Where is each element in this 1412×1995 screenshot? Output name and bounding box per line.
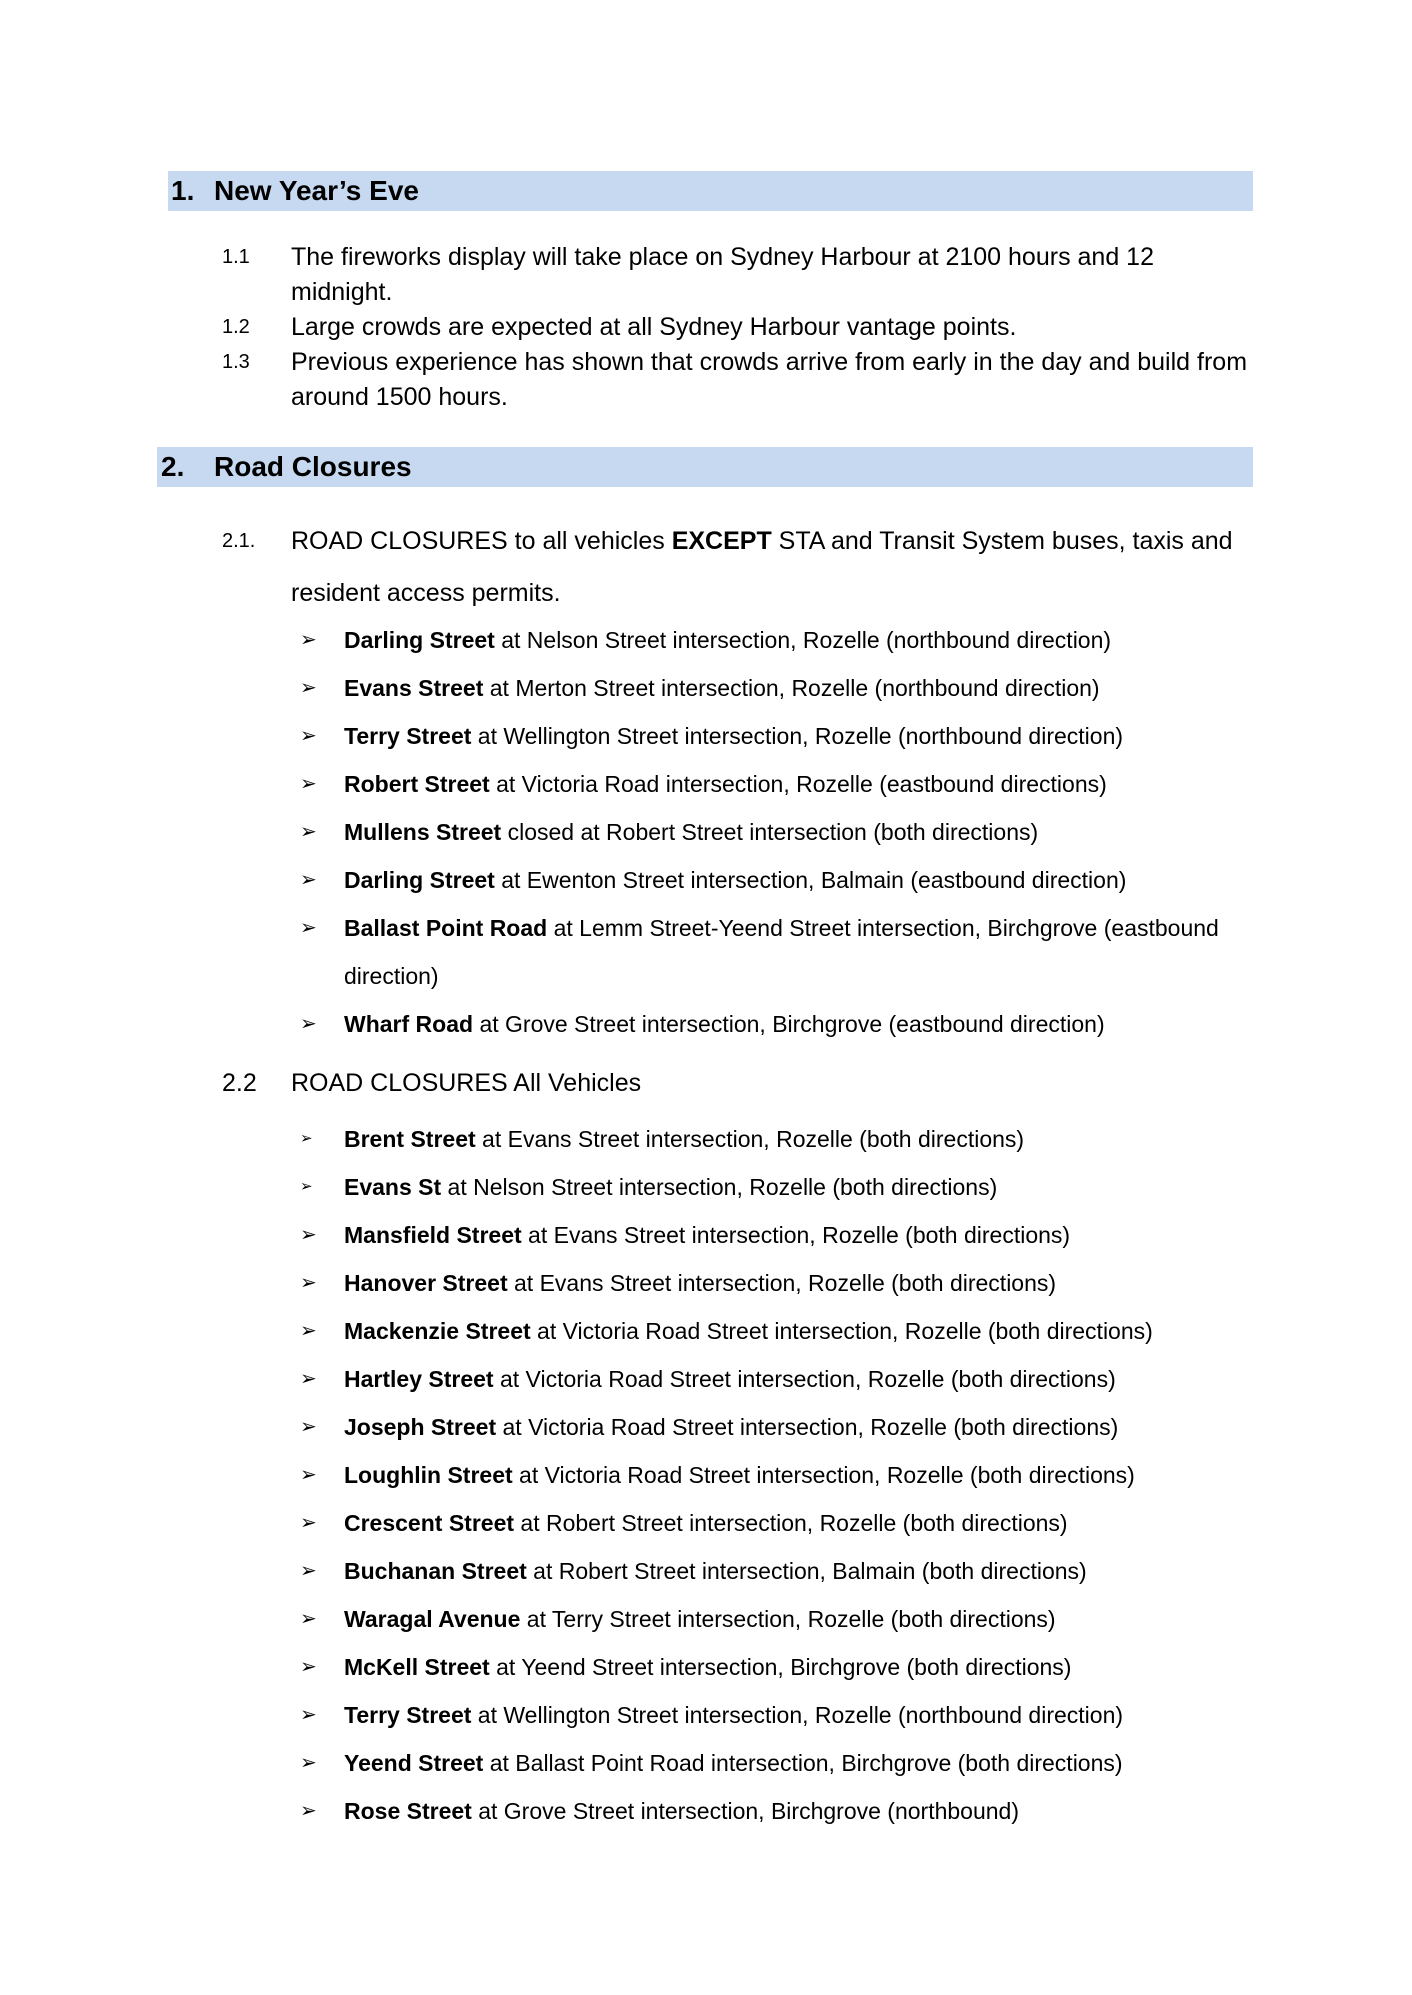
street-name: Terry Street	[344, 723, 472, 749]
closure-list-all-vehicles	[300, 1115, 1260, 1835]
list-item	[300, 856, 1260, 904]
arrowhead-bullet-icon: ➢	[300, 1416, 317, 1438]
list-item	[300, 1211, 1260, 1259]
street-name: Darling Street	[344, 867, 495, 893]
closure-detail: at Yeend Street intersection, Birchgrove (both directions)	[489, 1654, 1072, 1680]
arrowhead-bullet-icon: ➢	[300, 1368, 317, 1390]
section-title: New Year’s Eve	[214, 175, 419, 206]
street-name: Hartley Street	[344, 1366, 494, 1392]
closure-list-except	[300, 616, 1260, 1048]
closure-detail: closed at Robert Street intersection (both directions)	[501, 819, 1039, 845]
street-name: Hanover Street	[344, 1270, 508, 1296]
street-name: McKell Street	[344, 1654, 490, 1680]
street-name: Yeend Street	[344, 1750, 484, 1776]
closure-detail: at Grove Street intersection, Birchgrove (eastbound direction)	[473, 1011, 1105, 1037]
closure-detail: at Robert Street intersection, Rozelle (both directions)	[514, 1510, 1068, 1536]
text-before: ROAD CLOSURES to all vehicles	[291, 527, 672, 555]
arrowhead-bullet-icon: ➢	[300, 1320, 317, 1342]
list-item	[300, 664, 1260, 712]
paragraph-text	[291, 515, 1272, 619]
list-item	[300, 1547, 1260, 1595]
list-item	[300, 1355, 1260, 1403]
paragraph-1-1	[222, 240, 1262, 310]
list-item	[300, 1163, 1260, 1211]
street-name: Joseph Street	[344, 1414, 497, 1440]
closure-detail: at Wellington Street intersection, Rozelle (northbound direction)	[471, 1702, 1124, 1728]
closure-detail: at Ballast Point Road intersection, Birchgrove (both directions)	[483, 1750, 1123, 1776]
arrowhead-bullet-icon: ➢	[300, 1800, 317, 1822]
street-name: Mackenzie Street	[344, 1318, 531, 1344]
street-name: Crescent Street	[344, 1510, 515, 1536]
arrowhead-bullet-icon: ➢	[300, 1752, 317, 1774]
closure-detail: at Victoria Road Street intersection, Rozelle (both directions)	[493, 1366, 1116, 1392]
list-item	[300, 1000, 1260, 1048]
list-item	[300, 1739, 1260, 1787]
arrowhead-bullet-icon: ➢	[300, 1560, 317, 1582]
closure-detail: at Robert Street intersection, Balmain (both directions)	[526, 1558, 1087, 1584]
closure-detail: at Victoria Road Street intersection, Rozelle (both directions)	[512, 1462, 1135, 1488]
list-item	[300, 1115, 1260, 1163]
paragraph-1-3	[222, 345, 1262, 415]
closure-detail: at Victoria Road Street intersection, Rozelle (both directions)	[530, 1318, 1153, 1344]
street-name: Brent Street	[344, 1126, 476, 1152]
street-name: Evans St	[344, 1174, 442, 1200]
arrowhead-bullet-icon: ➢	[300, 1464, 317, 1486]
arrowhead-bullet-icon: ➢	[300, 1608, 317, 1630]
section-number: 2.	[161, 451, 185, 482]
arrowhead-bullet-icon: ➢	[300, 725, 317, 747]
arrowhead-bullet-icon: ➢	[300, 677, 317, 699]
paragraph-number: 2.2	[222, 1069, 257, 1097]
paragraph-2-2	[222, 1066, 1272, 1101]
section-heading-road-closures	[157, 447, 1253, 487]
arrowhead-bullet-icon: ➢	[300, 773, 317, 795]
section-heading-new-years-eve	[168, 171, 1253, 211]
list-item	[300, 904, 1260, 1000]
closure-detail: at Grove Street intersection, Birchgrove (northbound)	[471, 1798, 1019, 1824]
paragraph-text: The fireworks display will take place on Sydney Harbour at 2100 hours and 12 midnight.	[291, 243, 1154, 306]
street-name: Loughlin Street	[344, 1462, 513, 1488]
list-item	[300, 808, 1260, 856]
closure-detail: at Terry Street intersection, Rozelle (both directions)	[520, 1606, 1056, 1632]
paragraph-number: 2.1.	[222, 530, 256, 552]
arrowhead-bullet-icon: ➢	[300, 821, 317, 843]
list-item	[300, 1691, 1260, 1739]
street-name: Wharf Road	[344, 1011, 474, 1037]
paragraph-text: Previous experience has shown that crowds arrive from early in the day and build from around 1500 hours.	[291, 348, 1248, 411]
street-name: Evans Street	[344, 675, 484, 701]
closure-detail: at Nelson Street intersection, Rozelle (both directions)	[441, 1174, 998, 1200]
closure-detail: at Merton Street intersection, Rozelle (northbound direction)	[483, 675, 1100, 701]
section-number: 1.	[171, 175, 195, 206]
arrowhead-bullet-icon: ➢	[300, 629, 317, 651]
list-item	[300, 1787, 1260, 1835]
arrowhead-bullet-icon: ➢	[300, 1013, 317, 1035]
text-after: STA and Transit System buses, taxis and resident access permits.	[291, 527, 1233, 607]
arrowhead-bullet-icon: ➢	[300, 1512, 317, 1534]
street-name: Mullens Street	[344, 819, 502, 845]
street-name: Waragal Avenue	[344, 1606, 521, 1632]
closure-detail: at Evans Street intersection, Rozelle (both directions)	[507, 1270, 1057, 1296]
list-item	[300, 1307, 1260, 1355]
paragraph-2-1	[222, 515, 1272, 619]
list-item	[300, 1595, 1260, 1643]
closure-detail: at Nelson Street intersection, Rozelle (northbound direction)	[494, 627, 1112, 653]
arrowhead-bullet-icon: ➢	[300, 1272, 317, 1294]
list-item	[300, 616, 1260, 664]
closure-detail: at Victoria Road intersection, Rozelle (eastbound directions)	[489, 771, 1107, 797]
closure-detail: at Victoria Road Street intersection, Rozelle (both directions)	[496, 1414, 1119, 1440]
street-name: Ballast Point Road	[344, 915, 548, 941]
closure-detail: at Wellington Street intersection, Rozelle (northbound direction)	[471, 723, 1124, 749]
paragraph-1-2	[222, 310, 1262, 345]
list-item	[300, 1259, 1260, 1307]
paragraph-number: 1.1	[222, 246, 250, 268]
list-item	[300, 1499, 1260, 1547]
street-name: Terry Street	[344, 1702, 472, 1728]
street-name: Rose Street	[344, 1798, 472, 1824]
arrowhead-bullet-icon: ➢	[300, 1704, 317, 1726]
arrowhead-bullet-icon: ➢	[300, 1656, 317, 1678]
paragraph-text: Large crowds are expected at all Sydney Harbour vantage points.	[291, 313, 1017, 341]
text-emphasis: EXCEPT	[671, 527, 772, 555]
arrowhead-bullet-icon: ➢	[300, 1178, 313, 1195]
street-name: Robert Street	[344, 771, 490, 797]
closure-detail: at Lemm Street-Yeend Street intersection, Birchgrove (eastbound direction)	[344, 915, 1219, 989]
street-name: Darling Street	[344, 627, 495, 653]
paragraph-number: 1.2	[222, 316, 250, 338]
arrowhead-bullet-icon: ➢	[300, 1224, 317, 1246]
arrowhead-bullet-icon: ➢	[300, 1130, 313, 1147]
street-name: Mansfield Street	[344, 1222, 522, 1248]
list-item	[300, 1403, 1260, 1451]
list-item	[300, 1451, 1260, 1499]
section-title: Road Closures	[214, 451, 412, 482]
arrowhead-bullet-icon: ➢	[300, 917, 317, 939]
closure-detail: at Evans Street intersection, Rozelle (both directions)	[475, 1126, 1025, 1152]
list-item	[300, 760, 1260, 808]
arrowhead-bullet-icon: ➢	[300, 869, 317, 891]
paragraph-number: 1.3	[222, 351, 250, 373]
list-item	[300, 712, 1260, 760]
street-name: Buchanan Street	[344, 1558, 527, 1584]
closure-detail: at Evans Street intersection, Rozelle (both directions)	[521, 1222, 1071, 1248]
closure-detail: at Ewenton Street intersection, Balmain (eastbound direction)	[494, 867, 1127, 893]
list-item	[300, 1643, 1260, 1691]
paragraph-text: ROAD CLOSURES All Vehicles	[291, 1069, 642, 1097]
